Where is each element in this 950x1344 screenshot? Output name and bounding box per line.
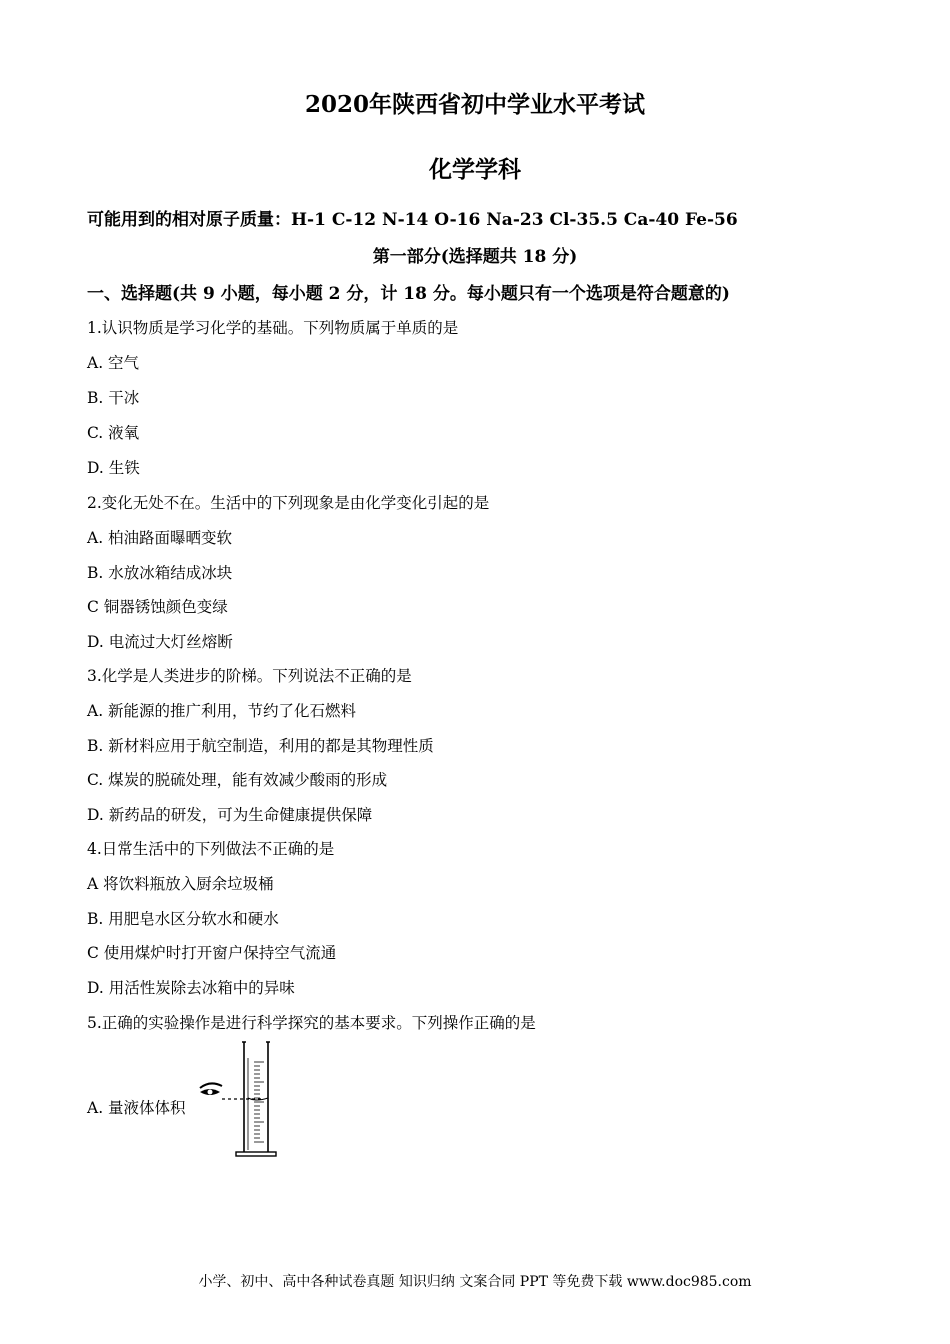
page-footer: 小学、初中、高中各种试卷真题 知识归纳 文案合同 PPT 等免费下载 www.doc985.com	[198, 1274, 752, 1290]
subject-title: 化学学科	[429, 156, 521, 183]
part-title: 第一部分(选择题共 18 分)	[372, 247, 578, 267]
eye-icon	[200, 1083, 222, 1095]
question-3-option-d: D. 新药品的研发，可为生命健康提供保障	[87, 806, 373, 824]
question-2-stem: 2.变化无处不在。生活中的下列现象是由化学变化引起的是	[87, 494, 490, 512]
question-1-option-c: C. 液氧	[87, 424, 140, 442]
question-4-option-c: C 使用煤炉时打开窗户保持空气流通	[87, 944, 337, 962]
question-3-option-a: A. 新能源的推广利用，节约了化石燃料	[87, 702, 357, 720]
question-4-option-d: D. 用活性炭除去冰箱中的异味	[87, 979, 295, 997]
question-1-option-b: B. 干冰	[87, 389, 140, 407]
question-3-stem: 3.化学是人类进步的阶梯。下列说法不正确的是	[87, 667, 412, 685]
atomic-masses: 可能用到的相对原子质量：H-1 C-12 N-14 O-16 Na-23 Cl-35.5 Ca-40 Fe-56	[87, 210, 738, 230]
question-4-option-a: A 将饮料瓶放入厨余垃圾桶	[87, 875, 274, 893]
question-1-option-d: D. 生铁	[87, 459, 140, 477]
question-5-stem: 5.正确的实验操作是进行科学探究的基本要求。下列操作正确的是	[87, 1014, 536, 1032]
question-4-stem: 4.日常生活中的下列做法不正确的是	[87, 840, 335, 858]
question-1-stem: 1.认识物质是学习化学的基础。下列物质属于单质的是	[87, 319, 459, 337]
question-2-option-b: B. 水放冰箱结成冰块	[87, 564, 233, 582]
section-title: 一、选择题(共 9 小题，每小题 2 分，计 18 分。每小题只有一个选项是符合题意的)	[87, 284, 730, 304]
question-3-option-c: C. 煤炭的脱硫处理，能有效减少酸雨的形成	[87, 771, 388, 789]
question-5-option-a: A. 量液体体积	[87, 1099, 186, 1117]
question-2-option-d: D. 电流过大灯丝熔断	[87, 633, 233, 651]
question-4-option-b: B. 用肥皂水区分软水和硬水	[87, 910, 279, 928]
question-3-option-b: B. 新材料应用于航空制造，利用的都是其物理性质	[87, 737, 434, 755]
question-2-option-a: A. 柏油路面曝晒变软	[87, 529, 233, 547]
question-2-option-c: C 铜器锈蚀颜色变绿	[87, 598, 228, 616]
graduated-cylinder-illustration	[192, 1040, 302, 1165]
exam-title: 2020年陕西省初中学业水平考试	[304, 91, 645, 118]
question-1-option-a: A. 空气	[87, 354, 140, 372]
